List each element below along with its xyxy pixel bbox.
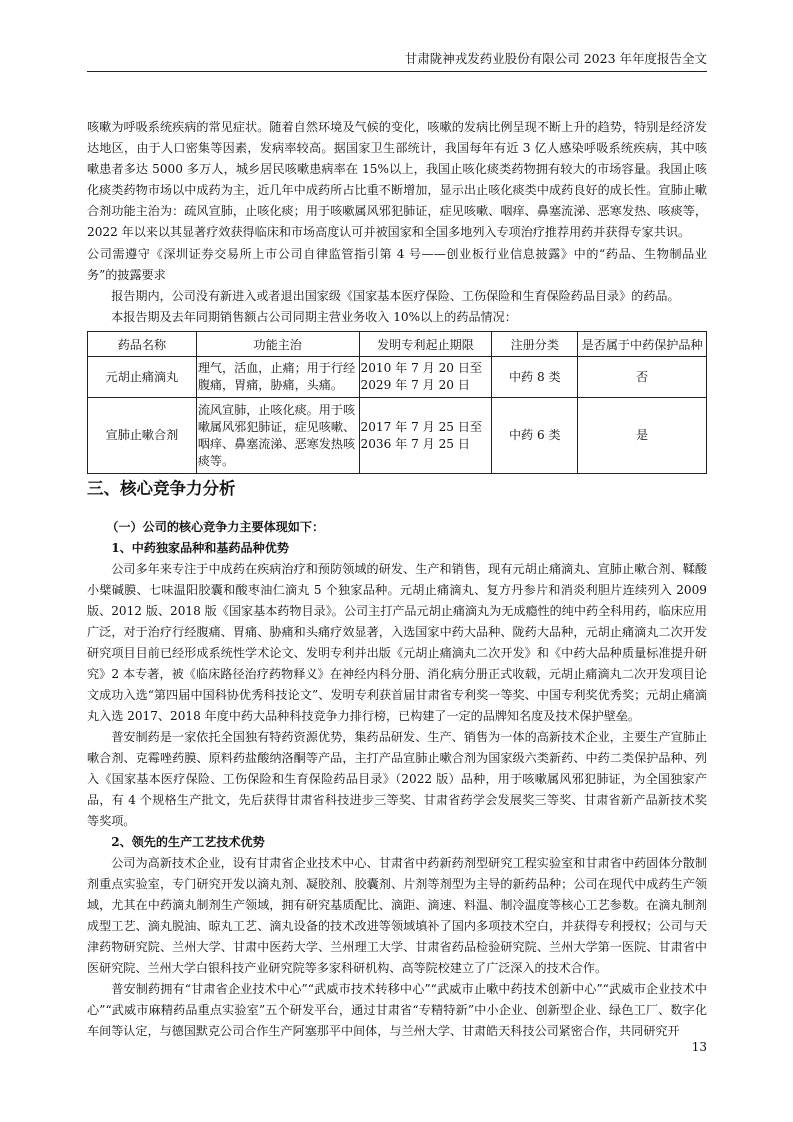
paragraph-table-intro: 本报告期及去年同期销售额占公司同期主营业务收入 10%以上的药品情况： [111,310,517,324]
col-header: 药品名称 [88,332,197,357]
header-divider [87,71,707,72]
intro-paragraph [87,117,707,243]
cell-drug-name: 宣肺止嗽合剂 [88,398,197,474]
item-title: 2、领先的生产工艺技术优势 [111,835,265,849]
cell-protected: 是 [578,398,707,474]
table-header-row [88,332,707,357]
cell-patent-period: 2017 年 7 月 25 日至 2036 年 7 月 25 日 [359,398,492,474]
cell-registration: 中药 8 类 [492,357,578,398]
paragraph-cough-market: 咳嗽为呼吸系统疾病的常见症状。随着自然环境及气候的变化，咳嗽的发病比例呈现不断上升的趋势，特别是经济发达地区，由于人口密集等因素，发病率较高。据国家卫生部统计，我国每年有近 3 亿人感染呼吸系统疾病，其中咳嗽患者多达 5000 多万人，城乡居民咳嗽患病率在 15%以上，我国止咳化痰类药物拥有较大的市场容量。我国止咳化痰类药物市场以中成药为主，近几年中成药所占比重不断增加，显示出止咳化痰类中成药良好的成长性。宣肺止嗽合剂功能主治为：疏风宣肺，止咳化痰；用于咳嗽属风邪犯肺证，症见咳嗽、咽痒、鼻塞流涕、恶寒发热、咳痰等，2022 年以来以其显著疗效获得临床和市场高度认可并被国家和全国多地列入专项治疗推荐用药并获得专家共识。 [87,120,707,239]
drug-sales-table [87,331,707,474]
cell-protected: 否 [578,357,707,398]
subsection-title: （一）公司的核心竞争力主要体现如下： [106,520,325,534]
paragraph: 公司多年来专注于中成药在疾病治疗和预防领域的研发、生产和销售，现有元胡止痛滴丸、宣肺止嗽合剂、鞣酸小檗碱膜、七味温阳胶囊和酸枣油仁滴丸 5 个独家品种。元胡止痛滴丸、复方丹参片和消炎利胆片连续列入 2009 版、2012 版、2018 版《国家基本药物目录》。公司主打产品元胡止痛滴丸为无成瘾性的纯中药全科用药，临床应用广泛，对于治疗行经腹痛、胃痛、胁痛和头痛疗效显著，入选国家中药大品种、陇药大品种，元胡止痛滴丸二次开发研究项目目前已经形成系统性学术论文、发明专利并出版《元胡止痛滴丸二次开发》和《中药大品种质量标准提升研究》2 本专著，被《临床路径治疗药物释义》在神经内科分册、消化病分册正式收载，元胡止痛滴丸二次开发项目论文成功入选“第四届中国科协优秀科技论文”、发明专利获首届甘肃省专利奖一等奖、中国专利奖优秀奖；元胡止痛滴丸入选 2017、2018 年度中药大品种科技竞争力排行榜，已构建了一定的品牌知名度及技术保护壁垒。 [87,562,707,723]
cell-indication: 理气，活血，止痛；用于行经腹痛，胃痛，胁痛，头痛。 [196,357,359,398]
cell-drug-name: 元胡止痛滴丸 [88,357,197,398]
section-title: 三、核心竞争力分析 [87,479,236,498]
col-header: 功能主治 [196,332,359,357]
paragraph-catalog-status: 报告期内，公司没有新进入或者退出国家级《国家基本医疗保险、工伤保险和生育保险药品目录》的药品。 [111,289,680,303]
table-row [88,357,707,398]
paragraph: 公司为高新技术企业，设有甘肃省企业技术中心、甘肃省中药新药剂型研究工程实验室和甘肃省中药固体分散制剂重点实验室，专门研究开发以滴丸剂、凝胶剂、胶囊剂、片剂等剂型为主导的新药品种；公司在现代中成药生产领域，尤其在中药滴丸制剂生产领域，拥有研究基质配比、滴距、滴速、料温、制冷温度等核心工艺参数。在滴丸制剂成型工艺、滴丸脱油、晾丸工艺、滴丸设备的技术改进等领域填补了国内多项技术空白，并获得专利授权；公司与天津药物研究院、兰州大学、甘肃中医药大学、兰州理工大学、甘肃省药品检验研究院、兰州大学第一医院、甘肃省中医研究院、兰州大学白银科技产业研究院等多家科研机构、高等院校建立了广泛深入的技术合作。 [87,856,707,975]
page-number: 13 [691,1040,707,1054]
cell-patent-period: 2010 年 7 月 20 日至 2029 年 7 月 20 日 [359,357,492,398]
paragraph: 普安制药拥有“甘肃省企业技术中心”“武威市技术转移中心”“武威市止嗽中药技术创新中心”“武威市企业技术中心”“武威市麻精药品重点实验室”五个研发平台，通过甘肃省“专精特新”中小企业、创新型企业、绿色工厂、数字化车间等认定，与德国默克公司合作生产阿塞那平中间体，与兰州大学、甘肃皓天科技公司紧密合作，共同研究开 [87,982,707,1038]
core-competence-block [87,517,707,1042]
col-header: 发明专利起止期限 [359,332,492,357]
paragraph: 普安制药是一家依托全国独有特药资源优势，集药品研发、生产、销售为一体的高新技术企业，主要生产宣肺止嗽合剂、克霉唑药膜、原料药盐酸纳洛酮等产品，主打产品宣肺止嗽合剂为国家级六类新药、中药二类保护品种、列入《国家基本医疗保险、工伤保险和生育保险药品目录》（2022 版）品种，用于咳嗽属风邪犯肺证，为全国独家产品，有 4 个规格生产批文，先后获得甘肃省科技进步三等奖、甘肃省药学会发展奖三等奖、甘肃省新产品新技术奖等奖项。 [87,730,707,828]
cell-indication: 流风宣肺，止咳化痰。用于咳嗽属风邪犯肺证，症见咳嗽、咽痒、鼻塞流涕、恶寒发热咳痰等。 [196,398,359,474]
item-title: 1、中药独家品种和基药品种优势 [111,541,289,555]
disclosure-block [87,244,707,328]
table-row [88,398,707,474]
paragraph-disclosure-requirement: 公司需遵守《深圳证券交易所上市公司自律监管指引第 4 号——创业板行业信息披露》中的“药品、生物制品业务”的披露要求 [87,247,707,282]
page-header: 甘肃陇神戎发药业股份有限公司 2023 年年度报告全文 [404,51,707,66]
col-header: 是否属于中药保护品种 [578,332,707,357]
col-header: 注册分类 [492,332,578,357]
cell-registration: 中药 6 类 [492,398,578,474]
